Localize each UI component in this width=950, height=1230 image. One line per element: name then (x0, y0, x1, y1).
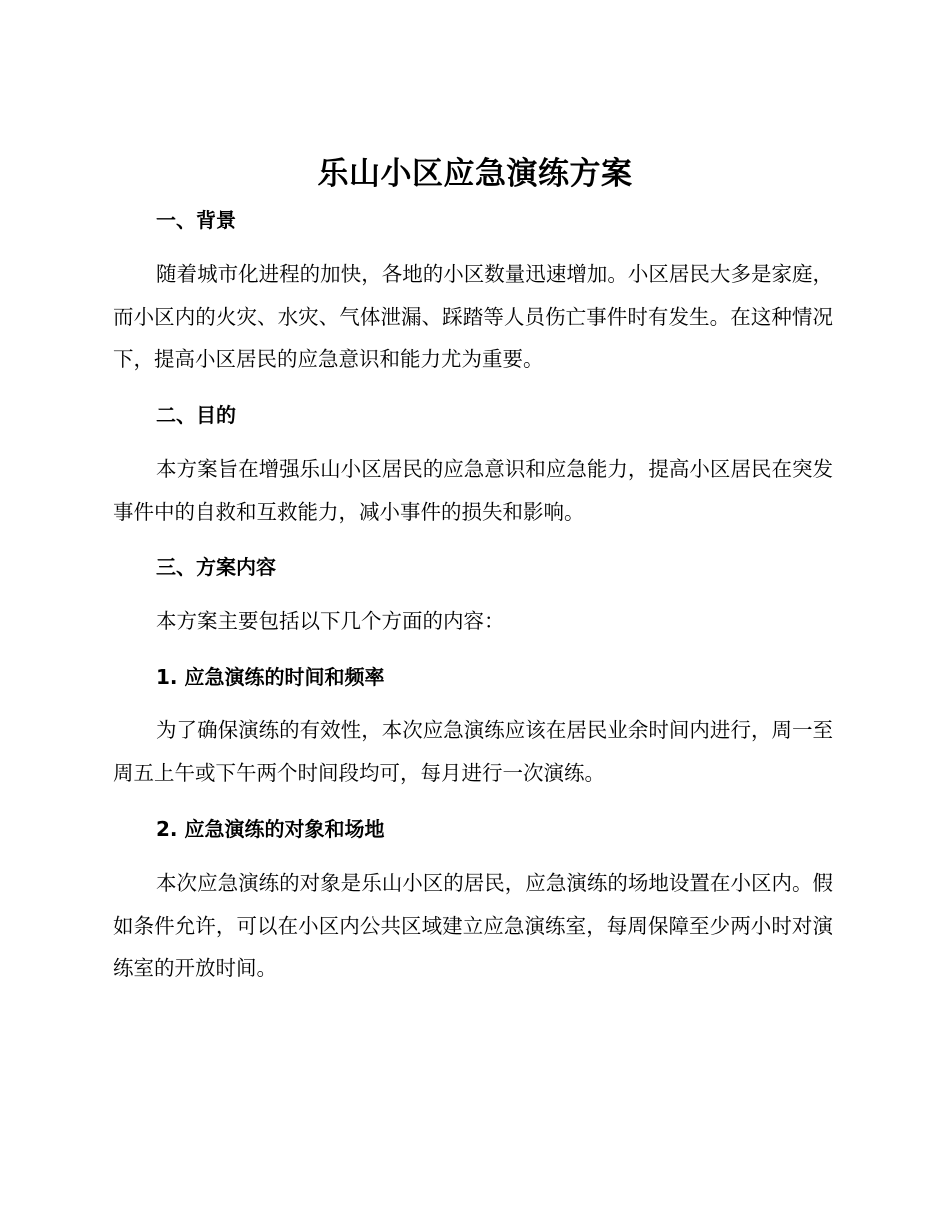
section-heading-purpose: 二、目的 (156, 403, 236, 427)
document-title: 乐山小区应急演练方案 (317, 156, 633, 192)
section-paragraph-purpose: 本方案旨在增强乐山小区居民的应急意识和应急能力，提高小区居民在突发事件中的自救和互救能力，减小事件的损失和影响。 (113, 457, 833, 524)
section-heading-background: 一、背景 (156, 208, 236, 232)
section-paragraph-background: 随着城市化进程的加快，各地的小区数量迅速增加。小区居民大多是家庭，而小区内的火灾、水灾、气体泄漏、踩踏等人员伤亡事件时有发生。在这种情况下，提高小区居民的应急意识和能力尤为重要。 (113, 262, 833, 371)
section-heading-time-frequency: 1. 应急演练的时间和频率 (156, 665, 385, 689)
section-paragraph-target-venue: 本次应急演练的对象是乐山小区的居民，应急演练的场地设置在小区内。假如条件允许，可以在小区内公共区域建立应急演练室，每周保障至少两小时对演练室的开放时间。 (113, 871, 833, 980)
section-heading-content: 三、方案内容 (156, 555, 276, 579)
section-paragraph-content: 本方案主要包括以下几个方面的内容： (156, 609, 505, 633)
section-paragraph-time-frequency: 为了确保演练的有效性，本次应急演练应该在居民业余时间内进行，周一至周五上午或下午两个时间段均可，每月进行一次演练。 (113, 718, 833, 785)
section-heading-target-venue: 2. 应急演练的对象和场地 (156, 817, 385, 841)
